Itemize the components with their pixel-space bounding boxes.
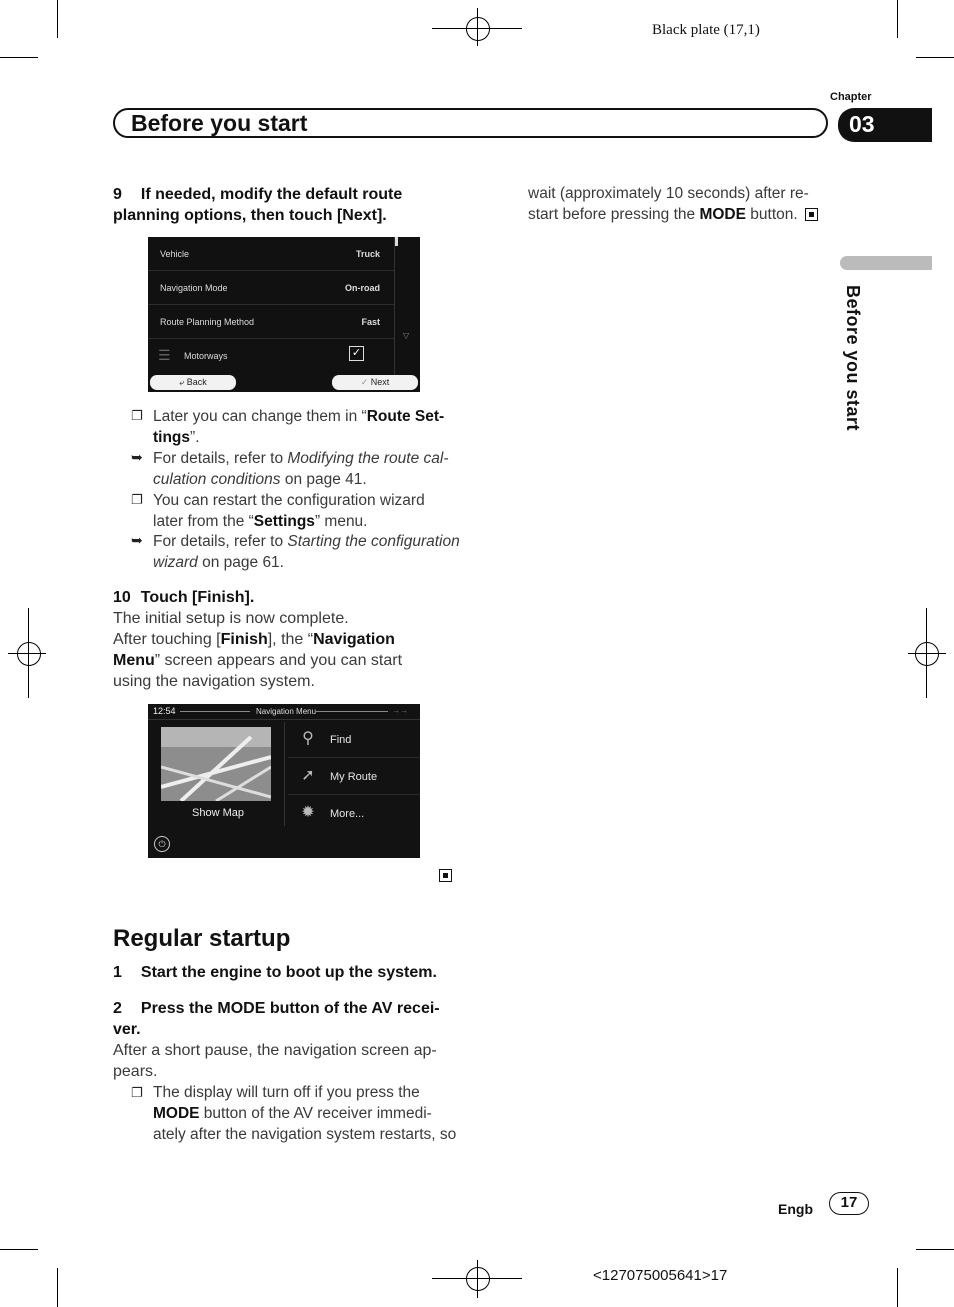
status-icons: →→ bbox=[392, 706, 408, 715]
row-value: Fast bbox=[361, 317, 380, 327]
settings-row-route-planning[interactable] bbox=[148, 305, 394, 339]
menu-item-my-route[interactable]: ➚ My Route bbox=[288, 758, 420, 795]
reference-text: For details, refer to Modifying the route cal- culation conditions on page 41. bbox=[153, 450, 449, 488]
crop-mark bbox=[916, 57, 954, 58]
crop-mark bbox=[57, 1268, 58, 1307]
reference-arrow-icon: ➥ bbox=[131, 532, 143, 548]
more-icon: ✹ bbox=[301, 804, 315, 821]
reference-arrow-icon: ➥ bbox=[131, 449, 143, 465]
row-value: Truck bbox=[355, 249, 380, 259]
section-heading: Regular startup bbox=[113, 925, 291, 952]
show-map-button[interactable] bbox=[154, 724, 282, 828]
chapter-number: 03 bbox=[849, 111, 875, 137]
magnifier-icon: ⚲ bbox=[302, 730, 314, 747]
step-text: If needed, modify the default route bbox=[140, 186, 403, 203]
step-number: 10 bbox=[113, 589, 131, 606]
step-text: Press the MODE button of the AV recei- bbox=[140, 1000, 440, 1017]
step-1 bbox=[113, 962, 437, 983]
note-text: You can restart the configuration wizard later from the “Settings” menu. bbox=[153, 492, 425, 530]
page-number-badge bbox=[829, 1192, 869, 1215]
show-map-label: Show Map bbox=[192, 807, 244, 819]
step-text: planning options, then touch [Next]. bbox=[113, 207, 387, 224]
crop-mark bbox=[57, 0, 58, 38]
language-label: Engb bbox=[778, 1201, 813, 1217]
scroll-thumb[interactable] bbox=[395, 237, 398, 246]
row-label: Vehicle bbox=[160, 249, 190, 259]
end-mark-icon bbox=[805, 208, 818, 221]
back-button[interactable]: ⤶ Back bbox=[150, 375, 236, 390]
step-text: Touch [Finish]. bbox=[140, 589, 255, 606]
scroll-down-icon[interactable]: ▽ bbox=[403, 331, 410, 340]
settings-row-motorways[interactable] bbox=[148, 339, 394, 372]
crop-mark bbox=[0, 1249, 38, 1250]
step-10 bbox=[113, 587, 254, 608]
step-2 bbox=[113, 998, 473, 1040]
settings-row-navigation-mode[interactable] bbox=[148, 271, 394, 305]
row-label: Route Planning Method bbox=[160, 317, 255, 327]
motorways-checkbox[interactable]: ✓ bbox=[349, 346, 364, 361]
note-icon: ❐ bbox=[131, 492, 143, 507]
plate-label: Black plate (17,1) bbox=[652, 22, 760, 38]
screen-title: Navigation Menu bbox=[256, 707, 317, 716]
crop-mark bbox=[916, 1249, 954, 1250]
step-text: Start the engine to boot up the system. bbox=[140, 964, 437, 981]
map-thumbnail bbox=[161, 727, 271, 801]
row-value: On-road bbox=[345, 283, 380, 293]
right-column-text: wait (approximately 10 seconds) after re- start before pressing the MODE button. bbox=[528, 183, 828, 225]
crop-mark bbox=[897, 0, 898, 38]
step-10-body: The initial setup is now complete. After touching [Finish], the “Navigation Menu” screen appears and you can start using the navigation system. bbox=[113, 610, 403, 690]
note-icon: ❐ bbox=[131, 1085, 143, 1100]
step-text: ver. bbox=[113, 1021, 141, 1038]
page-title: Before you start bbox=[131, 110, 308, 136]
check-icon: ✓ bbox=[360, 377, 369, 387]
note-icon: ❐ bbox=[131, 408, 143, 423]
scrollbar[interactable] bbox=[394, 237, 420, 377]
side-tab-bar bbox=[840, 256, 932, 270]
note-text: The display will turn off if you press the MODE button of the AV receiver immedi- ately after the navigation system restarts, so bbox=[153, 1084, 457, 1143]
power-icon[interactable]: ⏻ bbox=[154, 836, 170, 852]
step-9 bbox=[113, 184, 473, 226]
route-settings-screenshot bbox=[148, 237, 420, 392]
divider bbox=[284, 722, 285, 826]
motorway-icon: ☰ bbox=[158, 347, 171, 363]
note-text: Later you can change them in “Route Set- tings”. bbox=[153, 408, 445, 446]
chapter-label: Chapter bbox=[830, 91, 872, 103]
row-label: Navigation Mode bbox=[160, 283, 228, 293]
route-icon: ➚ bbox=[301, 767, 315, 784]
step-2-body: After a short pause, the navigation screen ap- pears. bbox=[113, 1042, 437, 1080]
crop-mark bbox=[0, 57, 38, 58]
step-number: 1 bbox=[113, 964, 122, 981]
step-number: 2 bbox=[113, 1000, 122, 1017]
side-tab-label: Before you start bbox=[843, 285, 863, 432]
menu-item-find[interactable]: ⚲ Find bbox=[288, 721, 420, 758]
step-number: 9 bbox=[113, 186, 122, 203]
clock: 12:54 bbox=[153, 706, 176, 716]
row-label: Motorways bbox=[184, 351, 228, 361]
navigation-menu-screenshot bbox=[148, 704, 420, 858]
settings-row-vehicle[interactable] bbox=[148, 237, 394, 271]
page-number: 17 bbox=[840, 1194, 858, 1211]
reference-text: For details, refer to Starting the configuration wizard on page 61. bbox=[153, 533, 460, 571]
crop-mark bbox=[897, 1268, 898, 1307]
back-arrow-icon: ⤶ bbox=[179, 377, 185, 387]
end-mark-icon bbox=[439, 869, 452, 882]
next-button[interactable]: ✓ Next bbox=[332, 375, 418, 390]
status-bar bbox=[148, 704, 420, 720]
document-code: <127075005641>17 bbox=[593, 1267, 728, 1284]
menu-item-more[interactable]: ✹ More... bbox=[288, 795, 420, 831]
